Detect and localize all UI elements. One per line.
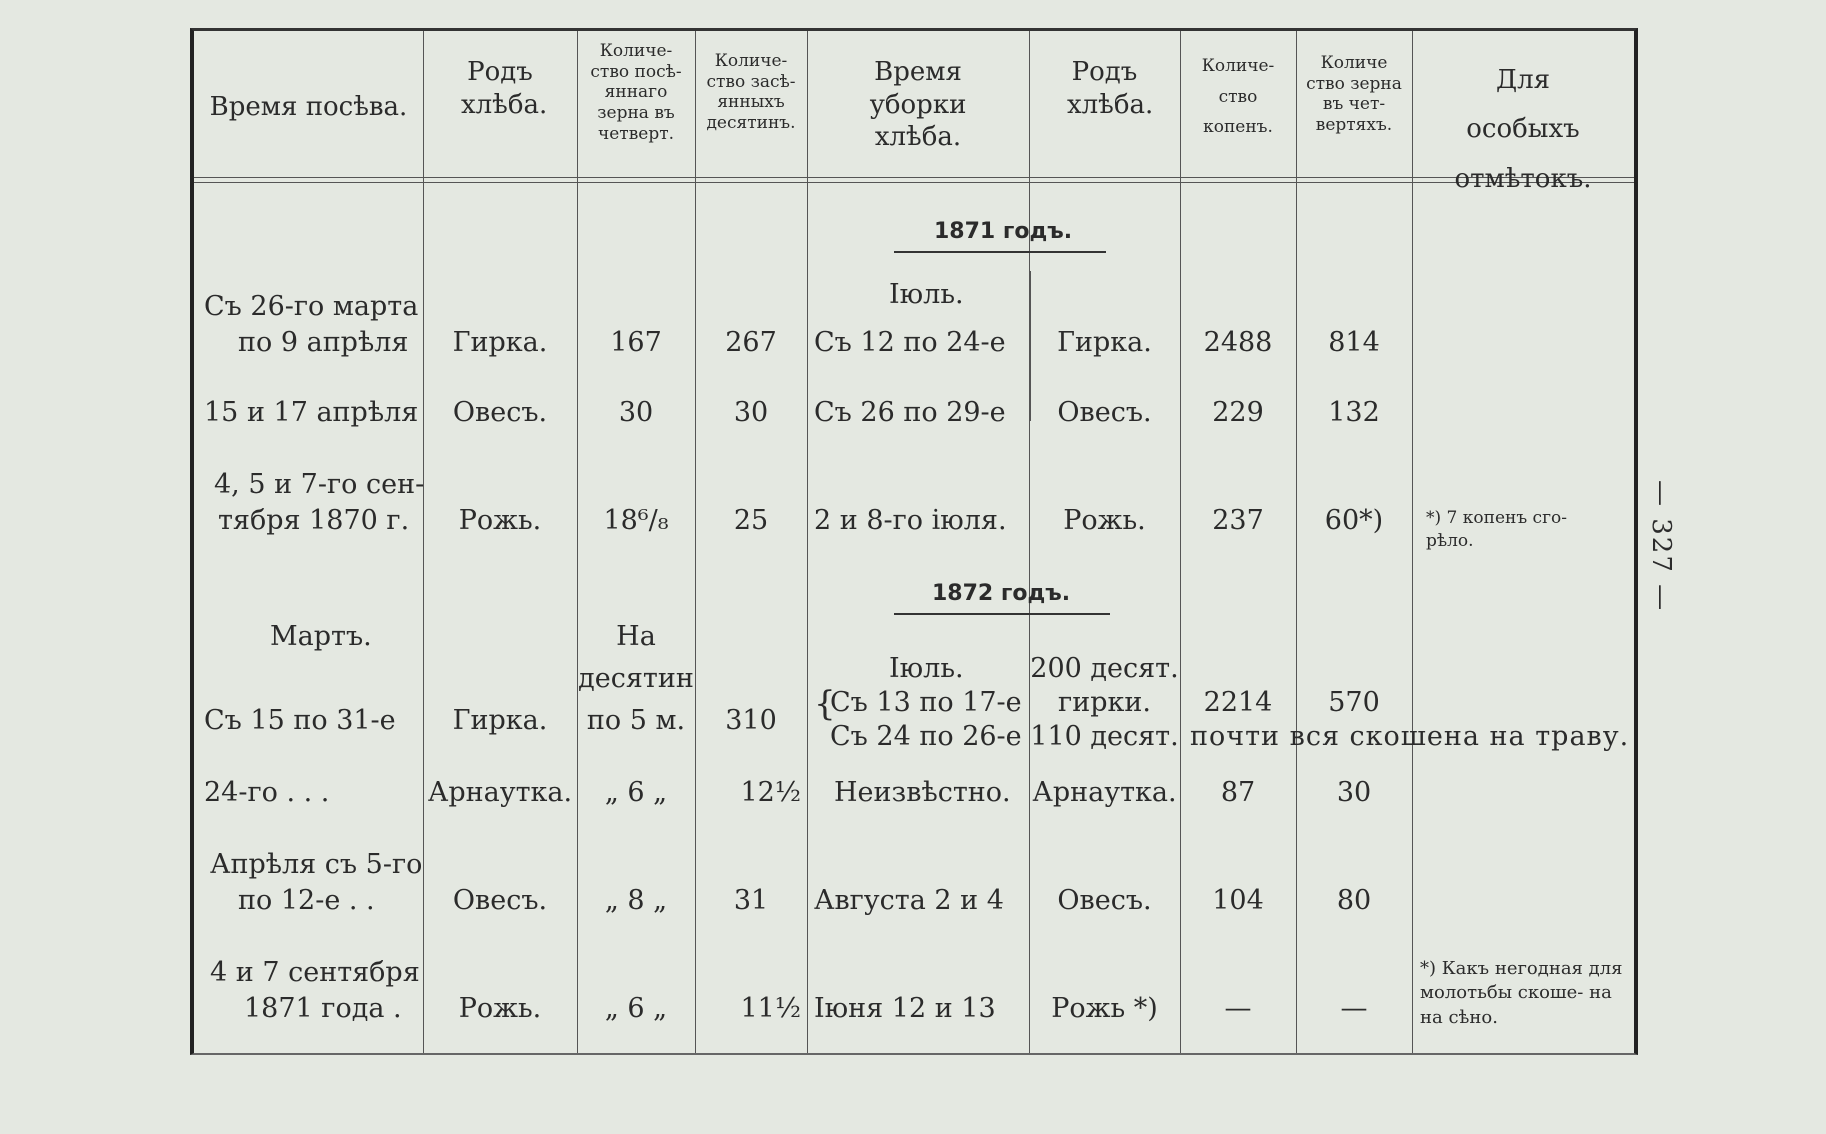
month-label: Іюль. (889, 279, 964, 310)
cell-grain-kind: Арнаутка. (427, 777, 573, 808)
cell-area: 310 (725, 705, 777, 736)
cell-area: 25 (733, 505, 769, 536)
cell-grain-kind-2: Арнаутка. (1032, 777, 1177, 808)
cell-seed: 167 (610, 327, 662, 358)
cell-harvest-time: Съ 26 по 29-е (814, 397, 1006, 428)
cell-sheaves: 87 (1220, 777, 1256, 808)
cell-sheaves: — (1224, 993, 1252, 1024)
cell-sheaves: 229 (1212, 397, 1264, 428)
cell-seed: На (616, 621, 656, 652)
cell-seed: „ 6 „ (604, 993, 668, 1024)
year-1871-label: 1871 годъ. (934, 219, 1073, 244)
cell-area: 267 (725, 327, 777, 358)
cell-sheaves: 2488 (1203, 327, 1273, 358)
brace-icon: { (814, 684, 836, 724)
cell-sow-time: 4, 5 и 7-го сен- (214, 469, 425, 500)
cell-area: 31 (733, 885, 769, 916)
cell-grain-qty: 132 (1328, 397, 1380, 428)
cell-sheaves: 2214 (1203, 687, 1273, 718)
cell-harvest-time: Августа 2 и 4 (814, 885, 1004, 916)
header-seed-qty: Количе- ство посѣ- яннаго зерна въ четверт. (590, 41, 682, 144)
header-notes: Для особыхъ отмѣтокъ. (1454, 65, 1592, 194)
header-grain-kind-2: Родъ хлѣба. (1067, 57, 1154, 120)
cell-grain-qty: 570 (1328, 687, 1380, 718)
cell-grain-qty: 80 (1336, 885, 1372, 916)
cell-sow-time: 15 и 17 апрѣля (204, 397, 419, 428)
year-1872-label: 1872 годъ. (932, 581, 1071, 606)
cell-sow-time: по 12-е . . (238, 885, 375, 916)
cell-sow-time: Мартъ. (270, 621, 372, 652)
month-label: Іюль. (889, 653, 964, 684)
cell-grain-kind: Рожь. (458, 993, 542, 1024)
cell-sow-time: тября 1870 г. (218, 505, 410, 536)
cell-grain-kind: Рожь. (458, 505, 542, 536)
page-number: — 327 — (1646, 480, 1676, 613)
cell-sow-time: Съ 26-го марта (204, 291, 419, 322)
cell-grain-qty: 30 (1336, 777, 1372, 808)
cell-grain-qty: 814 (1328, 327, 1380, 358)
cell-grain-kind: Гирка. (452, 705, 548, 736)
header-area-sown: Количе- ство засѣ- янныхъ десятинъ. (706, 51, 796, 134)
year-underline (894, 613, 1110, 615)
cell-grain-kind: Гирка. (452, 327, 548, 358)
cell-area: 12½ (740, 777, 801, 808)
cell-harvest-time: Съ 24 по 26-е (830, 721, 1022, 752)
cell-area: 30 (733, 397, 769, 428)
cell-grain-kind-2: 200 десят. (1030, 653, 1179, 684)
cell-harvest-time: Съ 12 по 24-е (814, 327, 1006, 358)
cell-grain-kind-2: 110 десят. (1030, 721, 1179, 752)
cell-grain-kind-2: Рожь *) (1051, 993, 1158, 1024)
cell-grain-kind: Овесъ. (452, 885, 548, 916)
cell-seed: по 5 м. (586, 705, 686, 736)
year-underline (894, 251, 1106, 253)
cell-seed: „ 8 „ (604, 885, 668, 916)
header-sheaves: Количе- ство копенъ. (1201, 56, 1275, 138)
harvest-table (190, 28, 1638, 1055)
cell-sow-time: 4 и 7 сентября (210, 957, 420, 988)
cell-sow-time: по 9 апрѣля (238, 327, 409, 358)
cell-note: *) Какъ негодная для молотьбы скоше- на на сѣно. (1420, 958, 1623, 1028)
header-sow-time: Время посѣва. (209, 92, 408, 122)
col-divider (807, 31, 808, 1053)
cell-seed: „ 6 „ (604, 777, 668, 808)
cell-grain-kind-2: Гирка. (1057, 327, 1152, 358)
cell-sow-time: 1871 года . (244, 993, 402, 1024)
cell-grain-kind-2: Рожь. (1063, 505, 1146, 536)
cell-seed: десятин (578, 663, 694, 694)
header-harvest-time: Время уборки хлѣба. (869, 57, 967, 152)
cell-harvest-time: 2 и 8-го іюля. (814, 505, 1007, 536)
cell-note: *) 7 копенъ сго- рѣло. (1426, 508, 1567, 551)
cell-seed: 30 (618, 397, 654, 428)
cell-sheaves: 104 (1212, 885, 1264, 916)
cell-grain-kind-2: Овесъ. (1057, 397, 1152, 428)
cell-grain-qty: — (1340, 993, 1368, 1024)
cell-grain-kind: Овесъ. (452, 397, 548, 428)
cell-harvest-time: Съ 13 по 17-е (830, 687, 1022, 718)
cell-mowed-note: почти вся скошена на траву. (1190, 721, 1630, 752)
cell-sow-time: Съ 15 по 31-е (204, 705, 396, 736)
cell-seed: 18⁶/₈ (603, 505, 669, 536)
cell-harvest-time: Неизвѣстно. (834, 777, 1011, 808)
cell-harvest-time: Іюня 12 и 13 (814, 993, 996, 1024)
header-grain-kind: Родъ хлѣба. (461, 57, 548, 120)
cell-area: 11½ (740, 993, 801, 1024)
cell-sheaves: 237 (1212, 505, 1264, 536)
cell-grain-qty: 60*) (1324, 505, 1384, 536)
cell-grain-kind-2: Овесъ. (1057, 885, 1152, 916)
cell-sow-time: 24-го . . . (204, 777, 330, 808)
cell-sow-time: Апрѣля съ 5-го (210, 849, 423, 880)
cell-grain-kind-2: гирки. (1058, 687, 1151, 718)
header-grain-qty: Количе ство зерна въ чет- вертяхъ. (1306, 53, 1402, 136)
